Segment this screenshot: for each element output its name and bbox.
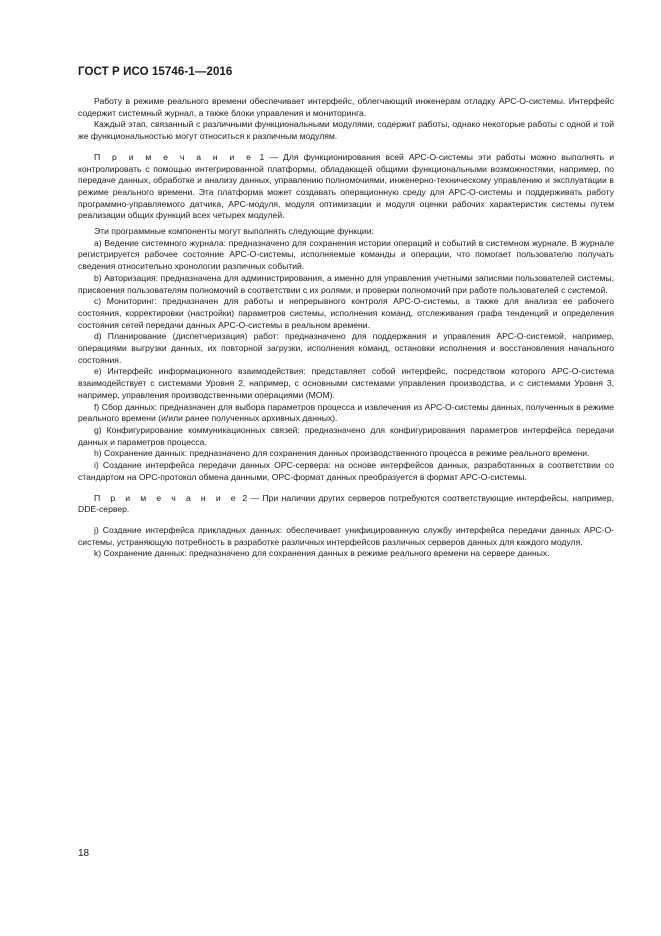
page-number: 18 <box>78 848 90 859</box>
paragraph-realtime-interface: Работу в режиме реального времени обеспечивает интерфейс, облегчающий инженерам отладку АРС-О-системы. Интерфейс содержит системный журнал, а также блоки управления и мониторинга. <box>78 96 614 118</box>
document-header: ГОСТ Р ИСО 15746-1—2016 <box>78 66 233 78</box>
paragraph-stages: Каждый этап, связанный с различными функциональными модулями, содержит работы, однако некоторые работы с одной и той же функциональностью могут относиться к различным модулям. <box>78 119 614 142</box>
list-item-a: a) Ведение системного журнала: предназначено для сохранения истории операций и событий в системном журнале. В журнале регистрируется рабочее состояние АРС-О-системы, исполняемые команды и операции, что помогает пользователю получать сведения относительно хронологии различных событий. <box>78 237 614 272</box>
paragraph-functions-intro: Эти программные компоненты могут выполнять следующие функции: <box>94 226 374 237</box>
list-item-b: b) Авторизация: предназначена для администрирования, а именно для управления учетными записями пользователей системы, присвоения пользователям полномочий в соответствии с их ролями, и проверки полномочий при работе пользователей с системой. <box>78 272 614 295</box>
note-1-label: П р и м е ч а н и е <box>94 151 255 162</box>
note-1 <box>78 152 614 222</box>
note-2 <box>78 493 614 516</box>
list-item-d: d) Планирование (диспетчеризация) работ: предназначено для поддержания и управления АРС-О-системой, например, операциями выгрузки данных, их повторной загрузки, исполнения команд, остановки исполнения и восстановления начального состояния. <box>78 331 614 365</box>
list-item-h: h) Сохранение данных: предназначено для сохранения данных производственного процесса в режиме реального времени. <box>94 448 590 459</box>
list-item-f: f) Сбор данных: предназначен для выбора параметров процесса и извлечения из АРС-О-системы данных, полученных в режиме реального времени (и/или ранее полученных архивных данных). <box>78 401 614 424</box>
list-item-g: g) Конфигурирование коммуникационных связей: предназначено для конфигурирования параметров интерфейса передачи данных и параметров процесса. <box>78 424 614 447</box>
note-2-text: 2 — При наличии других серверов потребуются соответствующие интерфейсы, например, DDE-сервер. <box>78 492 614 515</box>
document-body <box>78 96 614 560</box>
list-item-i: i) Создание интерфейса передачи данных ОРС-сервера: на основе интерфейсов данных, разработанных в соответствии со стандартом на ОРС-протокол обмена данными, ОРС-формат данных преобразуется в формат АРС-О-системы. <box>78 460 614 482</box>
note-1-text: 1 — Для функционирования всей АРС-О-системы эти работы можно выполнять и контролировать с помощью интегрированной платформы, обладающей общими функциональными возможностями, например, по передаче данных, обработке и анализу данных, управлению полномочиями, инженерно-техническому управлению и эксплуатации в режиме реального времени. Эта платформа может создавать операционную среду для АРС-О-системы и поддерживать работу программно-управляемого датчика, АРС-модуля, модуля оптимизации и модуля оценки рабочих характеристик системы путем реализации общих функций всех четырех модулей. <box>78 151 614 221</box>
note-2-label: П р и м е ч а н и е <box>94 492 239 503</box>
list-item-j: j) Создание интерфейса прикладных данных: обеспечивает унифицированную службу интерфейса передачи данных АРС-О-системы, устраняющую потребность в разработке различных интерфейсов различных серверов данных для каждого модуля. <box>78 524 614 547</box>
list-item-c: c) Мониторинг: предназначен для работы и непрерывного контроля АРС-О-системы, а также для анализа ее рабочего состояния, корректировки (настройки) параметров системы, исполнения команд, отслеживания графа тенденций и определения состояния сетей передачи данных АРС-О-системы в реальном времени. <box>78 296 614 330</box>
list-item-e: e) Интерфейс информационного взаимодействия: представляет собой интерфейс, посредством которого АРС-О-система взаимодействует с системами Уровня 2, например, с основными системами управления производства, и с системами Уровня 3, например, управления производственными операциями (МОМ). <box>78 366 614 400</box>
list-item-k: k) Сохранение данных: предназначено для сохранения данных в режиме реального времени на сервере данных. <box>94 548 550 559</box>
